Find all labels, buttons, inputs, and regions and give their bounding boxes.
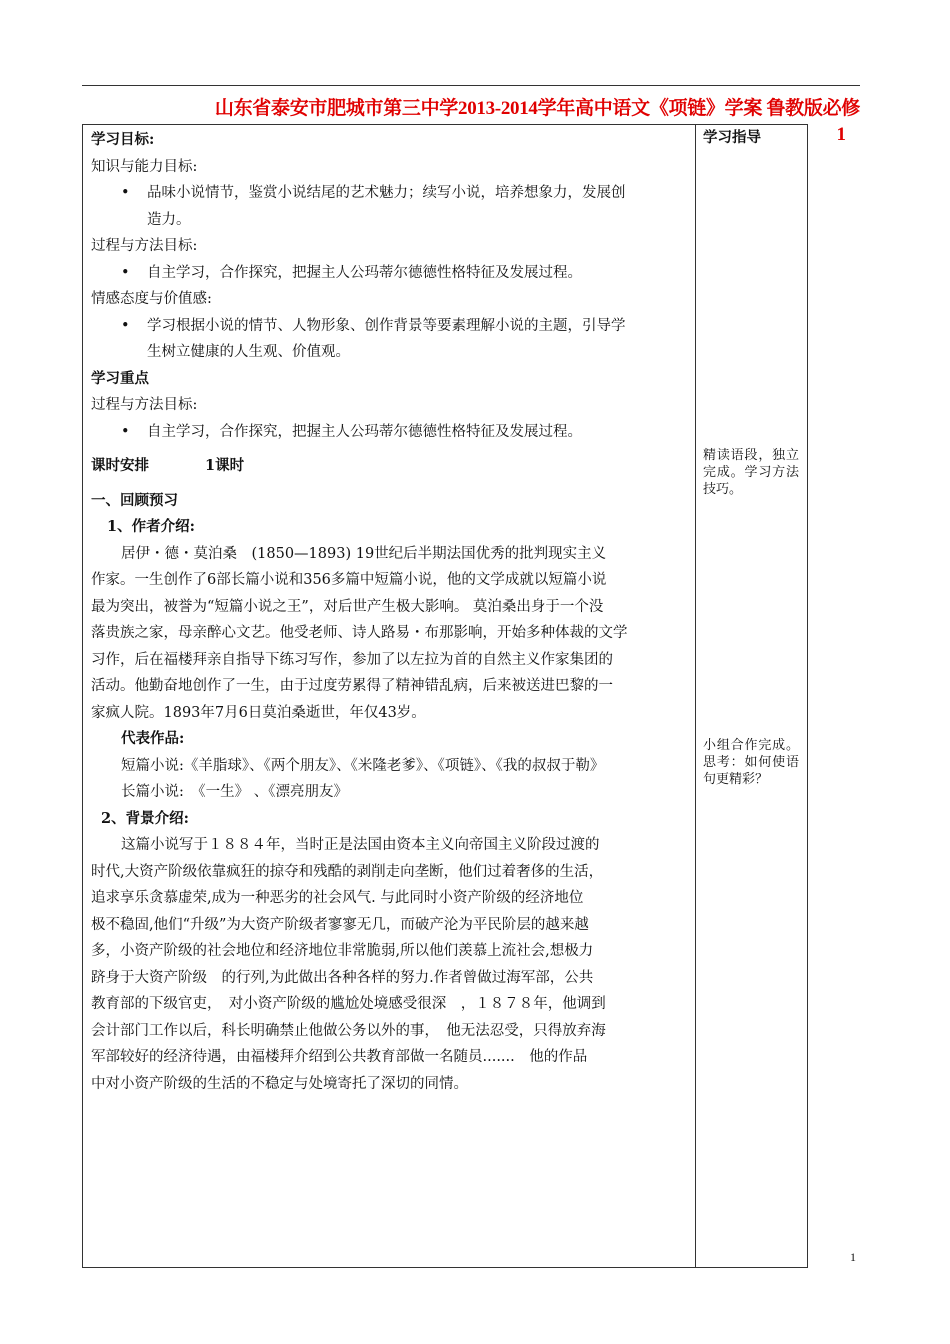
background-line: 时代,大资产阶级依靠疯狂的掠夺和残酷的剥削走向垄断，他们过着奢侈的生活， bbox=[91, 863, 604, 880]
focus-label: 过程与方法目标: bbox=[91, 397, 198, 413]
bullet-dot: • bbox=[121, 185, 130, 201]
knowledge-item-line1: 品味小说情节，鉴赏小说结尾的艺术魅力；续写小说，培养想象力，发展创 bbox=[147, 185, 626, 201]
emotion-item bbox=[91, 313, 689, 366]
background-line: 这篇小说写于１８８４年，当时正是法国由资本主义向帝国主义阶段过渡的 bbox=[121, 837, 600, 853]
focus-heading: 学习重点 bbox=[91, 369, 149, 387]
works-short-stories: 短篇小说:《羊脂球》、《两个朋友》、《米隆老爹》、《项链》、《我的叔叔于勒》 bbox=[121, 757, 605, 774]
guidance-note-reading: 精读语段，独立完成。学习方法技巧。 bbox=[703, 448, 799, 497]
background-line: 教育部的下级官吏， 对小资产阶级的尴尬处境感受很深 ，１８７８年，他调到 bbox=[91, 996, 606, 1012]
works-heading: 代表作品: bbox=[121, 730, 185, 747]
author-heading: 1、作者介绍: bbox=[107, 518, 195, 535]
process-label: 过程与方法目标: bbox=[91, 238, 198, 254]
focus-item bbox=[91, 419, 689, 446]
background-line: 跻身于大资产阶级 的行列,为此做出各种各样的努力.作者曾做过海军部，公共 bbox=[91, 969, 594, 986]
author-line: 活动。他勤奋地创作了一生，由于过度劳累得了精神错乱病，后来被送进巴黎的一 bbox=[91, 678, 613, 694]
author-line: 习作，后在福楼拜亲自指导下练习写作，参加了以左拉为首的自然主义作家集团的 bbox=[91, 651, 613, 668]
knowledge-label: 知识与能力目标: bbox=[91, 158, 198, 175]
process-item bbox=[91, 260, 689, 287]
focus-item-text: 自主学习，合作探究，把握主人公玛蒂尔德德性格特征及发展过程。 bbox=[147, 423, 582, 440]
bullet-dot: • bbox=[121, 423, 130, 440]
author-paragraph bbox=[91, 541, 689, 727]
knowledge-item bbox=[91, 180, 689, 233]
background-line: 会计部门工作以后，科长明确禁止他做公务以外的事， 他无法忍受，只得放弃海 bbox=[91, 1022, 606, 1039]
guidance-note-group: 小组合作完成。思考：如何使语句更精彩？ bbox=[703, 738, 799, 787]
emotion-item-line1: 学习根据小说的情节、人物形象、创作背景等要素理解小说的主题，引导学 bbox=[147, 317, 626, 334]
background-line: 多，小资产阶级的社会地位和经济地位非常脆弱,所以他们羡慕上流社会,想极力 bbox=[91, 943, 594, 959]
background-line: 军部较好的经济待遇，由福楼拜介绍到公共教育部做一名随员....... 他的作品 bbox=[91, 1049, 588, 1065]
author-line: 最为突出，被誉为“短篇小说之王”，对后世产生极大影响。 莫泊桑出身于一个没 bbox=[91, 598, 604, 615]
bullet-dot: • bbox=[121, 264, 130, 281]
study-plan-table bbox=[82, 124, 808, 1268]
knowledge-item-line2: 造力。 bbox=[147, 211, 191, 228]
guidance-heading: 学习指导 bbox=[703, 129, 761, 146]
schedule-value: 1课时 bbox=[205, 457, 245, 474]
bullet-dot: • bbox=[121, 317, 130, 334]
goals-heading: 学习目标: bbox=[91, 131, 155, 148]
schedule-label: 课时安排 bbox=[91, 457, 149, 474]
background-line: 追求享乐贪慕虚荣,成为一种恶劣的社会风气. 与此同时小资产阶级的经济地位 bbox=[91, 890, 584, 906]
author-line: 居伊・德・莫泊桑 (1850—1893) 19世纪后半期法国优秀的批判现实主义 bbox=[121, 545, 607, 562]
guidance-column bbox=[703, 127, 799, 787]
process-item-text: 自主学习，合作探究，把握主人公玛蒂尔德德性格特征及发展过程。 bbox=[147, 264, 582, 281]
column-divider bbox=[695, 125, 696, 1267]
author-line: 落贵族之家，母亲醉心文艺。他受老师、诗人路易・布那影响，开始多种体裁的文学 bbox=[91, 625, 628, 641]
background-paragraph bbox=[91, 832, 689, 1097]
works-novels: 长篇小说: 《一生》 、《漂亮朋友》 bbox=[121, 784, 348, 800]
background-heading: 2、背景介绍: bbox=[101, 809, 189, 827]
schedule-row bbox=[91, 453, 689, 480]
author-line: 作家。一生创作了6部长篇小说和356多篇中短篇小说，他的文学成就以短篇小说 bbox=[91, 572, 607, 588]
emotion-item-line2: 生树立健康的人生观、价值观。 bbox=[147, 344, 350, 360]
author-line: 家疯人院。1893年7月6日莫泊桑逝世，年仅43岁。 bbox=[91, 704, 426, 721]
emotion-label: 情感态度与价值感: bbox=[91, 291, 212, 307]
page-title-line1: 山东省泰安市肥城市第三中学2013-2014学年高中语文《项链》学案 鲁教版必修 bbox=[214, 98, 860, 119]
header-rule bbox=[82, 85, 860, 86]
section-review-heading: 一、回顾预习 bbox=[91, 491, 178, 509]
page-title-line2: 1 bbox=[836, 124, 846, 145]
main-column bbox=[91, 127, 689, 1097]
page-number: 1 bbox=[850, 1250, 856, 1264]
background-line: 极不稳固,他们“升级”为大资产阶级者寥寥无几，而破产沦为平民阶层的越来越 bbox=[91, 916, 589, 933]
background-line: 中对小资产阶级的生活的不稳定与处境寄托了深切的同情。 bbox=[91, 1075, 468, 1092]
